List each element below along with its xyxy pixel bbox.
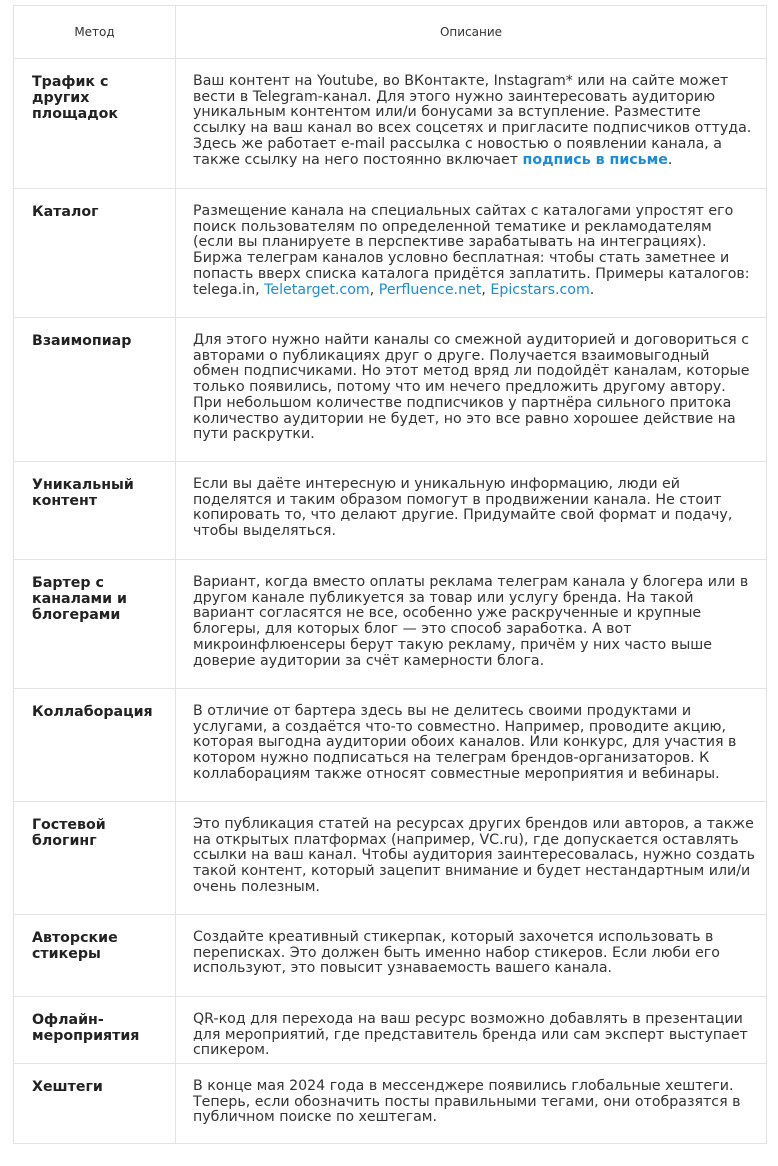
method-name: Хештеги (14, 1064, 176, 1144)
description-text: , (369, 281, 379, 298)
description-text: Размещение канала на специальных сайтах с каталогами упростят его поиск пользователям по определенной тематике и рекламодателям (если вы планируете в перспективе зарабатывать на интеграциях). Биржа телеграм каналов условно бесплатная: чтобы стать заметнее и попасть вверх списка каталога придётся заплатить. Примеры каталогов: telega.in, (193, 203, 750, 298)
method-name: Коллаборация (14, 689, 176, 802)
teletarget-link[interactable]: Teletarget.com (264, 281, 370, 298)
method-description (176, 189, 767, 318)
table-row (14, 689, 767, 802)
method-description: В отличие от бартера здесь вы не делитесь своими продуктами и услугами, а создаётся что-то совместно. Например, проводите акцию, которая выгодна аудитории обоих каналов. Или конкурс, для участия в котором нужно подписаться на телеграм брендов-организаторов. К коллаборациям также относят совместные мероприятия и вебинары. (176, 689, 767, 802)
method-description: Это публикация статей на ресурсах других брендов или авторов, а также на открытых платформах (например, VC.ru), где допускается оставлять ссылки на ваш канал. Чтобы аудитория заинтересовалась, нужно создать такой контент, который зацепит внимание и будет нестандартным или/и очень полезным. (176, 802, 767, 915)
perfluence-link[interactable]: Perfluence.net (378, 281, 482, 298)
method-description (176, 59, 767, 189)
description-text: . (667, 151, 673, 168)
method-description: В конце мая 2024 года в мессенджере появились глобальные хештеги. Теперь, если обозначить посты правильными тегами, они отобразятся в публичном поиске по хештегам. (176, 1064, 767, 1144)
description-text: . (589, 281, 595, 298)
table-header-row (14, 6, 767, 59)
methods-table (13, 5, 767, 1144)
method-name: Авторские стикеры (14, 915, 176, 997)
table-row (14, 915, 767, 997)
method-description: Если вы даёте интересную и уникальную информацию, люди ей поделятся и таким образом помогут в продвижении канала. Не стоит копировать то, что делают другие. Придумайте свой формат и подачу, чтобы выделяться. (176, 462, 767, 560)
table-row (14, 560, 767, 689)
method-description: Вариант, когда вместо оплаты реклама телеграм канала у блогера или в другом канале публикуется за товар или услугу бренда. На такой вариант согласятся не все, особенно уже раскрученные и крупные блогеры, для которых блог — это способ заработка. А вот микроинфлюенсеры берут такую рекламу, причём у них часто выше доверие аудитории за счёт камерности блога. (176, 560, 767, 689)
method-name: Трафик с других площадок (14, 59, 176, 189)
signature-link[interactable]: подпись в письме (522, 151, 668, 168)
table-row (14, 462, 767, 560)
table-row (14, 318, 767, 462)
table-row (14, 59, 767, 189)
method-name: Бартер с каналами и блогерами (14, 560, 176, 689)
method-description: Для этого нужно найти каналы со смежной аудиторией и договориться с авторами о публикациях друг о друге. Получается взаимовыгодный обмен подписчиками. Но этот метод вряд ли подойдёт каналам, которые только появились, потому что им нечего предложить другому автору. При небольшом количестве подписчиков у партнёра сильного притока количество аудитории не будет, но это все равно хорошее действие на пути раскрутки. (176, 318, 767, 462)
method-name: Гостевой блогинг (14, 802, 176, 915)
column-header-method: Метод (14, 6, 176, 59)
method-name: Каталог (14, 189, 176, 318)
table-row (14, 1064, 767, 1144)
method-description: Создайте креативный стикерпак, который захочется использовать в переписках. Это должен быть именно набор стикеров. Если люби его используют, это повысит узнаваемость вашего канала. (176, 915, 767, 997)
table-row (14, 189, 767, 318)
table-row (14, 802, 767, 915)
method-name: Офлайн-мероприятия (14, 997, 176, 1064)
table-row (14, 997, 767, 1064)
epicstars-link[interactable]: Epicstars.com (490, 281, 590, 298)
description-text: Ваш контент на Youtube, во ВКонтакте, Instagram* или на сайте может вести в Telegram-канал. Для этого нужно заинтересовать аудиторию уникальным контентом или/и бонусами за вступление. Разместите ссылку на ваш канал во всех соцсетях и пригласите подписчиков оттуда. Здесь же работает e-mail рассылка с новостью о появлении канала, а также ссылку на него постоянно включает (193, 73, 752, 168)
method-name: Уникальный контент (14, 462, 176, 560)
description-text: , (481, 281, 491, 298)
method-description: QR-код для перехода на ваш ресурс возможно добавлять в презентации для мероприятий, где представитель бренда или сам эксперт выступает спикером. (176, 997, 767, 1064)
column-header-description: Описание (176, 6, 767, 59)
method-name: Взаимопиар (14, 318, 176, 462)
